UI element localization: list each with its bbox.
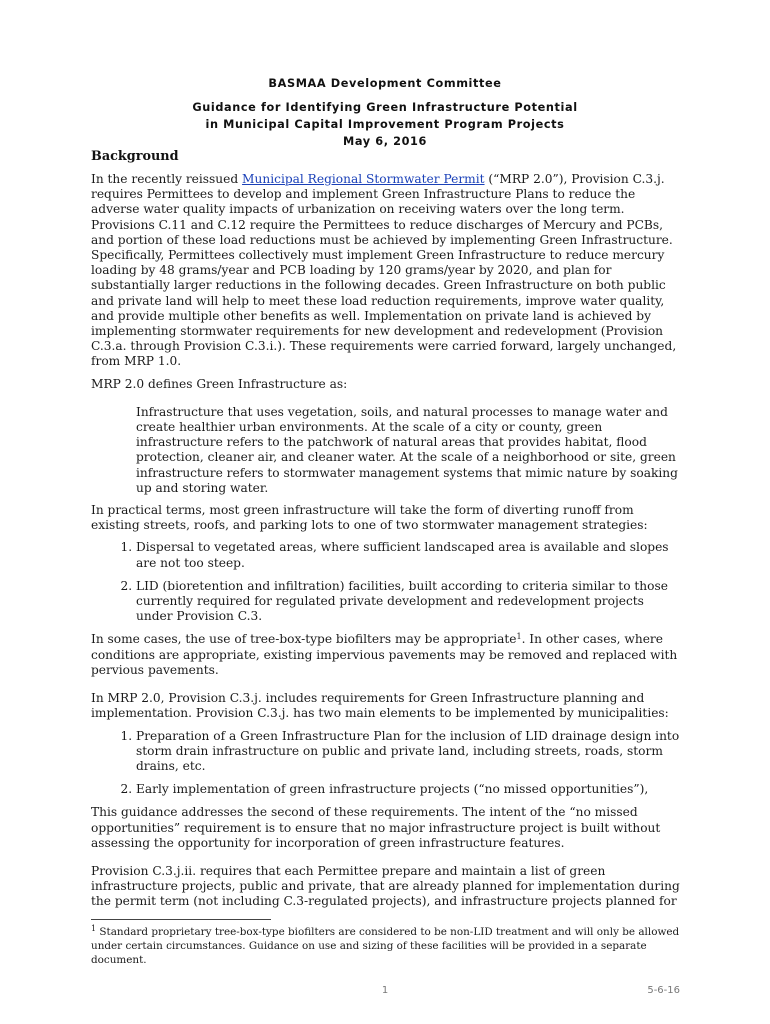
footnote [91,926,683,967]
paragraph-tree-box [91,632,683,678]
definition-blockquote: Infrastructure that uses vegetation, soils, and natural processes to manage water and create healthier urban environments. At the scale of a city or county, green infrastructure refers to the patchwork of natural areas that provides habitat, flood protection, cleaner air, and cleaner water. At the scale of a neighborhood or site, green infrastructure refers to stormwater management systems that mimic nature by soaking up and storing water. [136,404,678,495]
mrp-permit-link[interactable]: Municipal Regional Stormwater Permit [242,172,485,186]
footnote-reference[interactable]: 1 [516,632,522,642]
elements-list [91,729,683,798]
paragraph-guidance-scope: This guidance addresses the second of these requirements. The intent of the “no missed opportunities” requirement is to ensure that no major infrastructure project is built without assessing the opportunity for incorporation of green infrastructure features. [91,805,661,850]
strategies-list [91,540,683,624]
paragraph-text: (“MRP 2.0”), Provision C.3.j. requires Permittees to develop and implement Green Infrastructure Plans to reduce the adverse water quality impacts of urbanization on receiving waters over the long term. Provisions C.11 and C.12 require the Permittees to reduce discharges of Mercury and PCBs, and portion of these load reductions must be achieved by implementing Green Infrastructure. Specifically, Permittees collectively must implement Green Infrastructure to reduce mercury loading by 48 grams/year and PCB loading by 120 grams/year by 2020, and plan for substantially larger reductions in the following decades. Green Infrastructure on both public and private land will help to meet these load reduction requirements, improve water quality, and provide multiple other benefits as well. Implementation on private land is achieved by implementing stormwater requirements for new development and redevelopment (Provision C.3.a. through Provision C.3.i.). These requirements were carried forward, largely unchanged, from MRP 1.0. [91,172,677,369]
list-item-element: 2. Early implementation of green infrastructure projects (“no missed opportunities”), [136,782,683,797]
document-date: May 6, 2016 [343,135,427,148]
document-title-line-2: in Municipal Capital Improvement Program Projects [205,118,565,131]
organization-name: BASMAA Development Committee [268,77,502,90]
paragraph-text: . In other cases, where conditions are appropriate, existing impervious pavements may be removed and replaced with pervious pavements. [91,632,678,677]
paragraph-text: In some cases, the use of tree-box-type biofilters may be appropriate [91,632,517,647]
page-number: 1 [381,985,389,996]
list-item-element: 1. Preparation of a Green Infrastructure Plan for the inclusion of LID drainage design into storm drain infrastructure on public and private land, including streets, roads, storm drains, etc. [136,729,683,775]
document-body [91,172,683,917]
paragraph-provision-c3j: In MRP 2.0, Provision C.3.j. includes requirements for Green Infrastructure planning and implementation. Provision C.3.j. has two main elements to be implemented by municipalities: [91,691,669,721]
paragraph-definition-intro: MRP 2.0 defines Green Infrastructure as: [91,376,348,391]
footnote-divider [91,919,271,920]
list-item-strategy: 1. Dispersal to vegetated areas, where sufficient landscaped area is available and slopes are not too steep. [136,540,683,570]
footer-date: 5-6-16 [647,985,680,996]
document-title-line-1: Guidance for Identifying Green Infrastructure Potential [192,101,578,114]
paragraph-practical-terms: In practical terms, most green infrastructure will take the form of diverting runoff from existing streets, roofs, and parking lots to one of two stormwater management strategies: [91,503,648,533]
paragraph-mrp-intro [91,172,683,370]
footnote-mark: 1 [91,924,97,933]
footnote-text: Standard proprietary tree-box-type biofilters are considered to be non-LID treatment and will only be allowed under certain circumstances. Guidance on use and sizing of these facilities will be provided in a separate document. [91,926,680,966]
list-item-strategy: 2. LID (bioretention and infiltration) facilities, built according to criteria similar to those currently required for regulated private development and redevelopment projects under Provision C.3. [136,579,683,625]
section-heading-background: Background [91,149,179,164]
paragraph-provision-c3jii: Provision C.3.j.ii. requires that each Permittee prepare and maintain a list of green infrastructure projects, public and private, that are already planned for implementation during the permit term (not including C.3-regulated projects), and infrastructure projects planned for [91,863,680,909]
paragraph-text: In the recently reissued [91,172,243,186]
